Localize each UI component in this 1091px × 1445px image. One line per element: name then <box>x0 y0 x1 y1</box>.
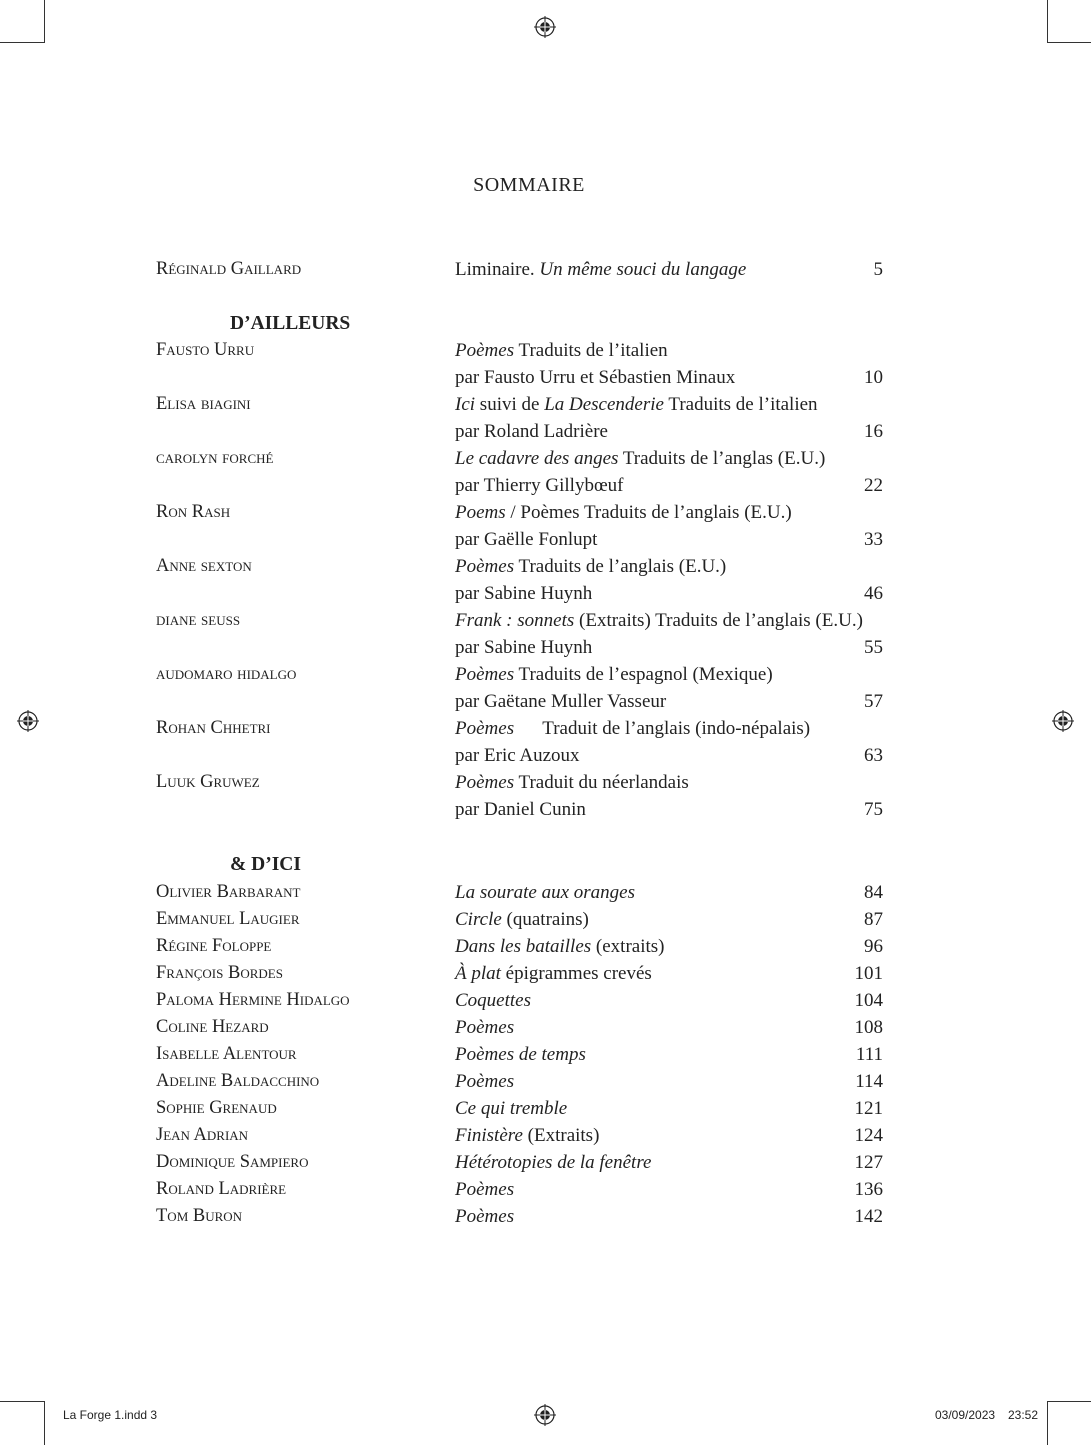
toc-work <box>455 906 589 933</box>
toc-translator: par Sabine Huynh <box>455 637 593 658</box>
toc-page-number: 108 <box>854 1017 883 1038</box>
crop-mark <box>1047 42 1091 43</box>
registration-mark-icon <box>534 16 556 38</box>
toc-page-number: 75 <box>864 799 883 820</box>
work-title-italic: Poèmes <box>455 772 515 793</box>
section-header-ailleurs <box>0 310 1091 337</box>
toc-author: Isabelle Alentour <box>156 1044 297 1064</box>
toc-page-number: 5 <box>873 259 883 280</box>
toc-entry <box>0 661 1091 688</box>
registration-mark-icon <box>534 1404 556 1426</box>
toc-work <box>455 1203 514 1230</box>
toc-work <box>455 1149 651 1176</box>
toc-entry <box>0 1149 1091 1176</box>
toc-page-number: 142 <box>854 1206 883 1227</box>
work-title-italic: La sourate aux oranges <box>455 882 635 903</box>
toc-work <box>455 1176 514 1203</box>
toc-entry <box>0 1068 1091 1095</box>
toc-work <box>455 769 689 796</box>
toc-entry <box>0 337 1091 364</box>
toc-entry-translator-line <box>0 418 1091 445</box>
toc-author: Sophie Grenaud <box>156 1098 277 1118</box>
toc-work <box>455 1095 567 1122</box>
toc-work <box>455 1014 514 1041</box>
section-title: & D’ICI <box>230 854 301 875</box>
toc-translator: par Gaëtane Muller Vasseur <box>455 691 667 712</box>
toc-work <box>455 607 863 634</box>
toc-author: Régine Foloppe <box>156 936 272 956</box>
toc-work <box>455 553 726 580</box>
work-text: Traduit du néerlandais <box>514 772 689 793</box>
toc-page-number: 87 <box>864 909 883 930</box>
toc-translator: par Gaëlle Fonlupt <box>455 529 598 550</box>
work-text: Traduits de l’anglas (E.U.) <box>618 448 826 469</box>
footer-file-label: La Forge 1.indd 3 <box>63 1408 158 1422</box>
work-title-italic: Poèmes <box>455 664 515 685</box>
work-title-italic: Poems <box>455 502 506 523</box>
toc-page-number: 33 <box>864 529 883 550</box>
toc-author: Luuk Gruwez <box>156 772 260 792</box>
work-title-italic: À plat <box>455 963 501 984</box>
toc-work <box>455 661 773 688</box>
toc-work <box>455 933 665 960</box>
toc-entry <box>0 879 1091 906</box>
work-title-italic: Dans les batailles <box>455 936 592 957</box>
toc-entry-translator-line <box>0 742 1091 769</box>
toc-work <box>455 879 635 906</box>
toc-entry <box>0 607 1091 634</box>
toc-work <box>455 499 792 526</box>
footer-time: 23:52 <box>1008 1408 1039 1422</box>
crop-mark <box>0 1401 44 1402</box>
toc-page-number: 46 <box>864 583 883 604</box>
toc-work <box>455 987 531 1014</box>
crop-mark <box>44 1401 45 1445</box>
work-title-italic: Le cadavre des anges <box>455 448 619 469</box>
work-title-italic: Hétérotopies de la fenêtre <box>455 1152 652 1173</box>
toc-author: Elisa biagini <box>156 394 251 414</box>
toc-author: Emmanuel Laugier <box>156 909 300 929</box>
work-title-italic: Frank : sonnets <box>455 610 575 631</box>
work-title-italic: Finistère <box>455 1125 523 1146</box>
work-text: (extraits) <box>591 936 665 957</box>
page-title: SOMMAIRE <box>473 174 585 196</box>
crop-mark <box>1047 1401 1091 1402</box>
work-title-italic: Poèmes <box>455 1179 515 1200</box>
toc-page-number: 101 <box>854 963 883 984</box>
toc-author: Jean Adrian <box>156 1125 249 1145</box>
toc-author: diane seuss <box>156 610 241 630</box>
toc-entry-translator-line <box>0 634 1091 661</box>
toc-page-number: 114 <box>855 1071 883 1092</box>
work-title-italic: Poèmes <box>455 718 515 739</box>
toc-entry <box>0 499 1091 526</box>
work-title-italic: Poèmes <box>455 1071 515 1092</box>
toc-author: Roland Ladrière <box>156 1179 287 1199</box>
toc-entry <box>0 960 1091 987</box>
toc-page-number: 121 <box>854 1098 883 1119</box>
section-header-ici <box>0 851 1091 878</box>
work-text: Traduits de l’italien <box>514 340 668 361</box>
toc-page-number: 16 <box>864 421 883 442</box>
toc-entry <box>0 1041 1091 1068</box>
toc-author: Fausto Urru <box>156 340 255 360</box>
toc-work: Liminaire. Un même souci du langage <box>455 259 747 280</box>
toc-page-number: 124 <box>854 1125 883 1146</box>
work-title-italic: Poèmes <box>455 556 515 577</box>
toc-translator: par Roland Ladrière <box>455 421 608 442</box>
toc-page-number: 55 <box>864 637 883 658</box>
crop-mark <box>1047 1401 1048 1445</box>
toc-author: Ron Rash <box>156 502 231 522</box>
toc-entry <box>0 1014 1091 1041</box>
toc-entry-intro <box>0 256 1091 283</box>
toc-author: Paloma Hermine Hidalgo <box>156 990 350 1010</box>
toc-translator: par Thierry Gillybœuf <box>455 475 624 496</box>
work-text: Traduits de l’anglais (E.U.) <box>514 556 727 577</box>
work-title-italic: Coquettes <box>455 990 531 1011</box>
work-title-italic: La Descenderie <box>544 394 664 415</box>
toc-work <box>455 1041 586 1068</box>
toc-entry <box>0 445 1091 472</box>
work-text: suivi de <box>475 394 545 415</box>
toc-page-number: 111 <box>855 1044 883 1065</box>
work-title-italic: Ce qui tremble <box>455 1098 568 1119</box>
crop-mark <box>0 42 44 43</box>
toc-work <box>455 960 652 987</box>
toc-entry-translator-line <box>0 688 1091 715</box>
toc-entry <box>0 391 1091 418</box>
work-title-italic: Poèmes de temps <box>455 1044 586 1065</box>
toc-work <box>455 391 818 418</box>
toc-entry <box>0 1122 1091 1149</box>
toc-entry <box>0 769 1091 796</box>
toc-author: Réginald Gaillard <box>156 259 302 279</box>
section-title: D’AILLEURS <box>230 313 351 334</box>
work-title-italic: Ici <box>455 394 476 415</box>
crop-mark <box>1047 0 1048 43</box>
toc-work <box>455 1068 514 1095</box>
toc-page-number: 136 <box>854 1179 883 1200</box>
toc-work <box>455 337 668 364</box>
toc-entry <box>0 1095 1091 1122</box>
toc-translator: par Daniel Cunin <box>455 799 586 820</box>
crop-mark <box>44 0 45 43</box>
toc-entry-translator-line <box>0 580 1091 607</box>
toc-page-number: 57 <box>864 691 883 712</box>
toc-entry <box>0 933 1091 960</box>
work-text: / Poèmes Traduits de l’anglais (E.U.) <box>505 502 792 523</box>
work-text: (quatrains) <box>501 909 589 930</box>
toc-page-number: 96 <box>864 936 883 957</box>
toc-page-number: 10 <box>864 367 883 388</box>
footer-date: 03/09/2023 <box>935 1408 996 1422</box>
work-text: Traduits de l’espagnol (Mexique) <box>514 664 773 685</box>
toc-author: Anne sexton <box>156 556 252 576</box>
toc-entry <box>0 987 1091 1014</box>
toc-entry <box>0 1203 1091 1230</box>
work-text: Traduits de l’italien <box>663 394 818 415</box>
toc-entry-translator-line <box>0 526 1091 553</box>
toc-page-number: 127 <box>854 1152 883 1173</box>
toc-entry <box>0 906 1091 933</box>
work-title-italic: Poèmes <box>455 1206 515 1227</box>
toc-author: audomaro hidalgo <box>156 664 297 684</box>
toc-entry <box>0 1176 1091 1203</box>
toc-author: Coline Hezard <box>156 1017 269 1037</box>
work-text: épigrammes crevés <box>500 963 652 984</box>
toc-author: Tom Buron <box>156 1206 243 1226</box>
toc-work <box>455 715 810 742</box>
toc-page-number: 22 <box>864 475 883 496</box>
toc-entry-translator-line <box>0 472 1091 499</box>
toc-entry <box>0 553 1091 580</box>
toc-translator: par Eric Auzoux <box>455 745 580 766</box>
toc-author: Olivier Barbarant <box>156 882 301 902</box>
toc-entry-translator-line <box>0 796 1091 823</box>
toc-translator: par Fausto Urru et Sébastien Minaux <box>455 367 736 388</box>
work-title-italic: Circle <box>455 909 502 930</box>
toc-entry-translator-line <box>0 364 1091 391</box>
work-text: (Extraits) Traduits de l’anglais (E.U.) <box>574 610 863 631</box>
work-title-italic: Poèmes <box>455 1017 515 1038</box>
toc-work <box>455 445 825 472</box>
toc-author: Adeline Baldacchino <box>156 1071 320 1091</box>
toc-page-number: 84 <box>864 882 883 903</box>
toc-author: François Bordes <box>156 963 283 983</box>
toc-work <box>455 1122 599 1149</box>
work-text: (Extraits) <box>522 1125 600 1146</box>
toc-page-number: 104 <box>854 990 883 1011</box>
toc-translator: par Sabine Huynh <box>455 583 593 604</box>
toc-page-number: 63 <box>864 745 883 766</box>
toc-entry <box>0 715 1091 742</box>
toc-author: Dominique Sampiero <box>156 1152 309 1172</box>
toc-author: Rohan Chhetri <box>156 718 271 738</box>
work-title-italic: Poèmes <box>455 340 515 361</box>
work-text: Traduit de l’anglais (indo-népalais) <box>514 718 811 739</box>
toc-author: carolyn forché <box>156 448 274 468</box>
